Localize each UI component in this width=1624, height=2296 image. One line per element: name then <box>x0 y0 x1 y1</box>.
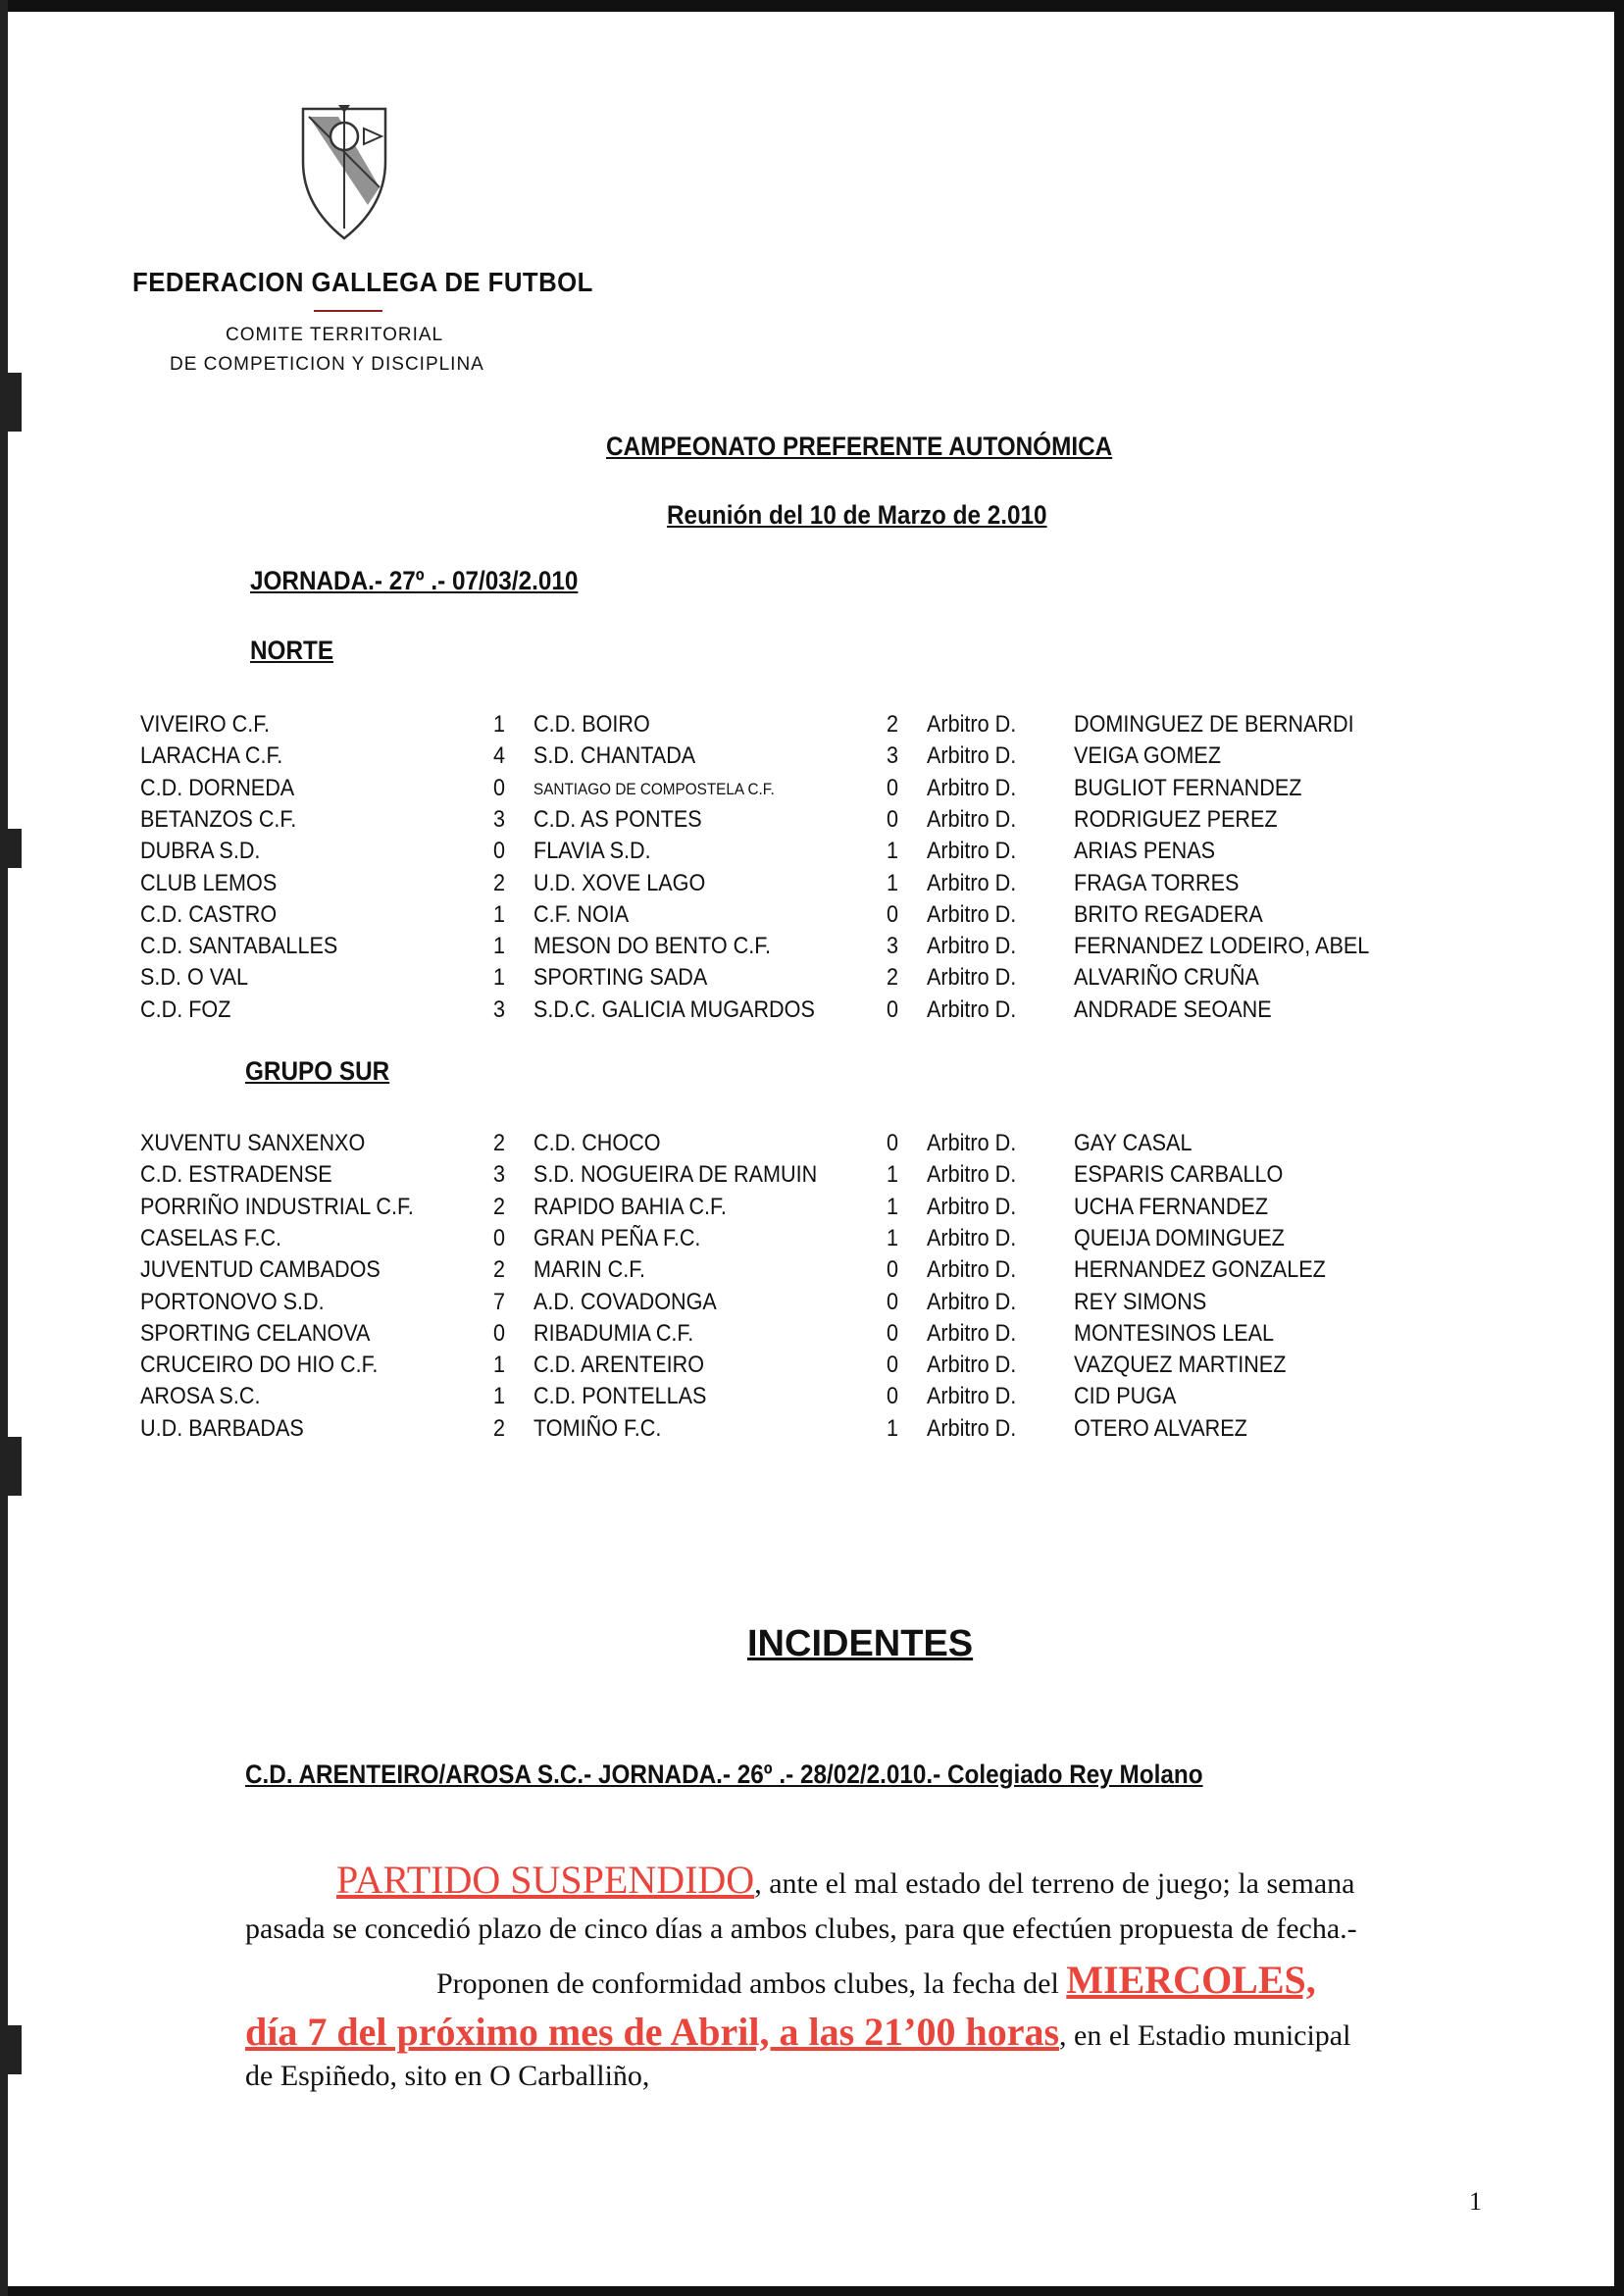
away-team: GRAN PEÑA F.C. <box>533 1224 701 1251</box>
referee-name: QUEIJA DOMINGUEZ <box>1074 1224 1285 1251</box>
referee-label: Arbitro D. <box>927 1383 1017 1410</box>
home-team: AROSA S.C. <box>140 1383 261 1410</box>
home-team: DUBRA S.D. <box>140 838 261 865</box>
away-team: SANTIAGO DE COMPOSTELA C.F. <box>533 779 775 798</box>
away-score: 1 <box>887 869 899 896</box>
championship-title: CAMPEONATO PREFERENTE AUTONÓMICA <box>606 432 1113 461</box>
home-score: 0 <box>493 1319 506 1347</box>
match-row <box>0 1225 1624 1256</box>
referee-name: ARIAS PENAS <box>1074 838 1216 865</box>
referee-name: OTERO ALVAREZ <box>1074 1414 1247 1442</box>
referee-label: Arbitro D. <box>927 711 1017 738</box>
committee-line-1: COMITE TERRITORIAL <box>226 325 444 345</box>
away-score: 1 <box>887 838 899 865</box>
away-team: SPORTING SADA <box>533 964 708 992</box>
home-team: SPORTING CELANOVA <box>140 1319 371 1347</box>
group-heading-sur: GRUPO SUR <box>245 1056 390 1086</box>
referee-name: VEIGA GOMEZ <box>1074 742 1222 770</box>
home-score: 7 <box>493 1288 506 1315</box>
away-score: 1 <box>887 1161 899 1189</box>
referee-label: Arbitro D. <box>927 1352 1017 1379</box>
away-team: MARIN C.F. <box>533 1256 646 1284</box>
scan-border-bottom <box>0 2286 1624 2296</box>
away-team: C.D. CHOCO <box>533 1130 661 1156</box>
referee-name: MONTESINOS LEAL <box>1074 1319 1275 1347</box>
referee-label: Arbitro D. <box>927 900 1017 928</box>
away-score: 0 <box>887 1256 899 1284</box>
away-score: 0 <box>887 805 899 833</box>
referee-label: Arbitro D. <box>927 1224 1017 1251</box>
home-score: 2 <box>493 869 506 896</box>
referee-name: HERNANDEZ GONZALEZ <box>1074 1256 1326 1284</box>
home-team: C.D. CASTRO <box>140 900 278 928</box>
away-team: FLAVIA S.D. <box>533 838 651 865</box>
referee-label: Arbitro D. <box>927 1414 1017 1442</box>
match-row <box>0 901 1624 933</box>
match-row <box>0 711 1624 742</box>
home-score: 1 <box>493 933 506 960</box>
home-score: 2 <box>493 1193 506 1220</box>
away-score: 3 <box>887 742 899 770</box>
incident-paragraph-line-5: de Espiñedo, sito en O Carballiño, <box>245 2060 650 2092</box>
home-team: XUVENTU SANXENXO <box>140 1130 366 1156</box>
away-team: A.D. COVADONGA <box>533 1288 717 1315</box>
away-score: 0 <box>887 1383 899 1410</box>
referee-name: ALVARIÑO CRUÑA <box>1074 964 1259 992</box>
referee-name: VAZQUEZ MARTINEZ <box>1074 1352 1287 1379</box>
home-team: VIVEIRO C.F. <box>140 711 271 738</box>
home-score: 2 <box>493 1414 506 1442</box>
paragraph-text: , ante el mal estado del terreno de juego; la semana <box>754 1867 1355 1900</box>
away-score: 0 <box>887 1130 899 1156</box>
jornada-heading: JORNADA.- 27º .- 07/03/2.010 <box>250 566 579 595</box>
away-score: 0 <box>887 1352 899 1379</box>
group-heading-norte: NORTE <box>250 636 334 665</box>
home-team: LARACHA C.F. <box>140 742 283 770</box>
referee-label: Arbitro D. <box>927 1161 1017 1189</box>
federation-name: FEDERACION GALLEGA DE FUTBOL <box>132 267 593 297</box>
meeting-date: Reunión del 10 de Marzo de 2.010 <box>667 500 1047 530</box>
scan-edge-tear <box>0 373 22 432</box>
referee-name: RODRIGUEZ PEREZ <box>1074 805 1278 833</box>
referee-label: Arbitro D. <box>927 1288 1017 1315</box>
incidents-heading: INCIDENTES <box>747 1623 974 1664</box>
home-score: 2 <box>493 1256 506 1284</box>
home-score: 2 <box>493 1130 506 1156</box>
referee-label: Arbitro D. <box>927 1193 1017 1220</box>
scan-edge-tear <box>0 2025 22 2074</box>
incident-paragraph-line-4 <box>245 2009 1350 2055</box>
scan-border-top <box>0 0 1624 12</box>
match-row <box>0 1130 1624 1161</box>
home-team: C.D. FOZ <box>140 995 231 1023</box>
referee-name: DOMINGUEZ DE BERNARDI <box>1074 711 1354 738</box>
referee-name: UCHA FERNANDEZ <box>1074 1193 1269 1220</box>
home-team: PORTONOVO S.D. <box>140 1288 325 1315</box>
home-score: 4 <box>493 742 506 770</box>
referee-name: FRAGA TORRES <box>1074 869 1240 896</box>
away-team: C.D. PONTELLAS <box>533 1383 707 1410</box>
home-team: CASELAS F.C. <box>140 1224 282 1251</box>
referee-label: Arbitro D. <box>927 964 1017 992</box>
home-team: C.D. DORNEDA <box>140 774 295 801</box>
away-team: S.D. NOGUEIRA DE RAMUIN <box>533 1161 818 1189</box>
away-score: 2 <box>887 711 899 738</box>
away-score: 1 <box>887 1414 899 1442</box>
weekday-highlight: MIERCOLES, <box>1066 1958 1316 2002</box>
referee-name: ESPARIS CARBALLO <box>1074 1161 1284 1189</box>
home-score: 3 <box>493 805 506 833</box>
match-row <box>0 1415 1624 1447</box>
referee-label: Arbitro D. <box>927 995 1017 1023</box>
referee-name: BRITO REGADERA <box>1074 900 1263 928</box>
home-team: PORRIÑO INDUSTRIAL C.F. <box>140 1193 414 1220</box>
paragraph-text: , en el Estadio municipal <box>1059 2019 1351 2052</box>
date-time-highlight: día 7 del próximo mes de Abril, a las 21’00 horas <box>245 2010 1060 2054</box>
home-score: 0 <box>493 1224 506 1251</box>
home-team: CRUCEIRO DO HIO C.F. <box>140 1352 379 1379</box>
match-row <box>0 1352 1624 1383</box>
home-score: 1 <box>493 1383 506 1410</box>
page-number: 1 <box>1469 2187 1482 2216</box>
away-score: 0 <box>887 774 899 801</box>
referee-label: Arbitro D. <box>927 869 1017 896</box>
match-row <box>0 838 1624 869</box>
referee-label: Arbitro D. <box>927 1130 1017 1156</box>
match-row <box>0 806 1624 838</box>
referee-name: FERNANDEZ LODEIRO, ABEL <box>1074 933 1370 960</box>
incident-paragraph-line-2: pasada se concedió plazo de cinco días a ambos clubes, para que efectúen propuesta de fecha.- <box>245 1913 1357 1945</box>
away-team: C.D. ARENTEIRO <box>533 1352 705 1379</box>
home-team: S.D. O VAL <box>140 964 249 992</box>
away-team: RIBADUMIA C.F. <box>533 1319 694 1347</box>
match-row <box>0 964 1624 995</box>
match-row <box>0 1256 1624 1288</box>
away-score: 0 <box>887 900 899 928</box>
home-team: C.D. ESTRADENSE <box>140 1161 332 1189</box>
away-team: C.F. NOIA <box>533 900 630 928</box>
away-team: C.D. AS PONTES <box>533 805 702 833</box>
match-row <box>0 1194 1624 1225</box>
referee-label: Arbitro D. <box>927 933 1017 960</box>
home-score: 0 <box>493 774 506 801</box>
home-score: 0 <box>493 838 506 865</box>
match-row <box>0 1289 1624 1320</box>
away-score: 0 <box>887 1319 899 1347</box>
referee-name: REY SIMONS <box>1074 1288 1207 1315</box>
incident-match-header: C.D. ARENTEIRO/AROSA S.C.- JORNADA.- 26º .- 28/02/2.010.- Colegiado Rey Molano <box>245 1760 1203 1789</box>
incident-paragraph-line-3 <box>436 1957 1316 2003</box>
referee-name: CID PUGA <box>1074 1383 1177 1410</box>
federation-shield-logo <box>299 103 389 240</box>
home-score: 1 <box>493 711 506 738</box>
suspended-highlight: PARTIDO SUSPENDIDO <box>336 1858 755 1902</box>
match-row <box>0 1320 1624 1352</box>
away-team: S.D. CHANTADA <box>533 742 696 770</box>
home-score: 3 <box>493 1161 506 1189</box>
match-row <box>0 933 1624 964</box>
incident-paragraph-line-1 <box>336 1857 1354 1903</box>
referee-label: Arbitro D. <box>927 1256 1017 1284</box>
match-row <box>0 870 1624 901</box>
home-score: 1 <box>493 900 506 928</box>
home-team: C.D. SANTABALLES <box>140 933 338 960</box>
away-team: S.D.C. GALICIA MUGARDOS <box>533 995 815 1023</box>
home-team: U.D. BARBADAS <box>140 1414 304 1442</box>
referee-label: Arbitro D. <box>927 838 1017 865</box>
referee-name: ANDRADE SEOANE <box>1074 995 1272 1023</box>
away-score: 2 <box>887 964 899 992</box>
referee-label: Arbitro D. <box>927 1319 1017 1347</box>
match-row <box>0 996 1624 1028</box>
match-row <box>0 775 1624 806</box>
away-score: 1 <box>887 1193 899 1220</box>
away-score: 0 <box>887 1288 899 1315</box>
referee-label: Arbitro D. <box>927 774 1017 801</box>
home-score: 1 <box>493 1352 506 1379</box>
referee-label: Arbitro D. <box>927 742 1017 770</box>
away-team: U.D. XOVE LAGO <box>533 869 706 896</box>
referee-name: GAY CASAL <box>1074 1130 1193 1156</box>
paragraph-text: Proponen de conformidad ambos clubes, la fecha del <box>436 1967 1067 2000</box>
home-score: 3 <box>493 995 506 1023</box>
away-score: 1 <box>887 1224 899 1251</box>
match-row <box>0 742 1624 774</box>
header-divider <box>314 310 382 312</box>
home-team: CLUB LEMOS <box>140 869 278 896</box>
match-row <box>0 1383 1624 1414</box>
away-score: 0 <box>887 995 899 1023</box>
committee-line-2: DE COMPETICION Y DISCIPLINA <box>170 354 484 375</box>
referee-name: BUGLIOT FERNANDEZ <box>1074 774 1302 801</box>
away-team: MESON DO BENTO C.F. <box>533 933 772 960</box>
away-team: RAPIDO BAHIA C.F. <box>533 1193 727 1220</box>
home-team: JUVENTUD CAMBADOS <box>140 1256 381 1284</box>
away-team: TOMIÑO F.C. <box>533 1414 662 1442</box>
home-team: BETANZOS C.F. <box>140 805 297 833</box>
away-score: 3 <box>887 933 899 960</box>
home-score: 1 <box>493 964 506 992</box>
away-team: C.D. BOIRO <box>533 711 650 738</box>
referee-label: Arbitro D. <box>927 805 1017 833</box>
match-row <box>0 1161 1624 1193</box>
